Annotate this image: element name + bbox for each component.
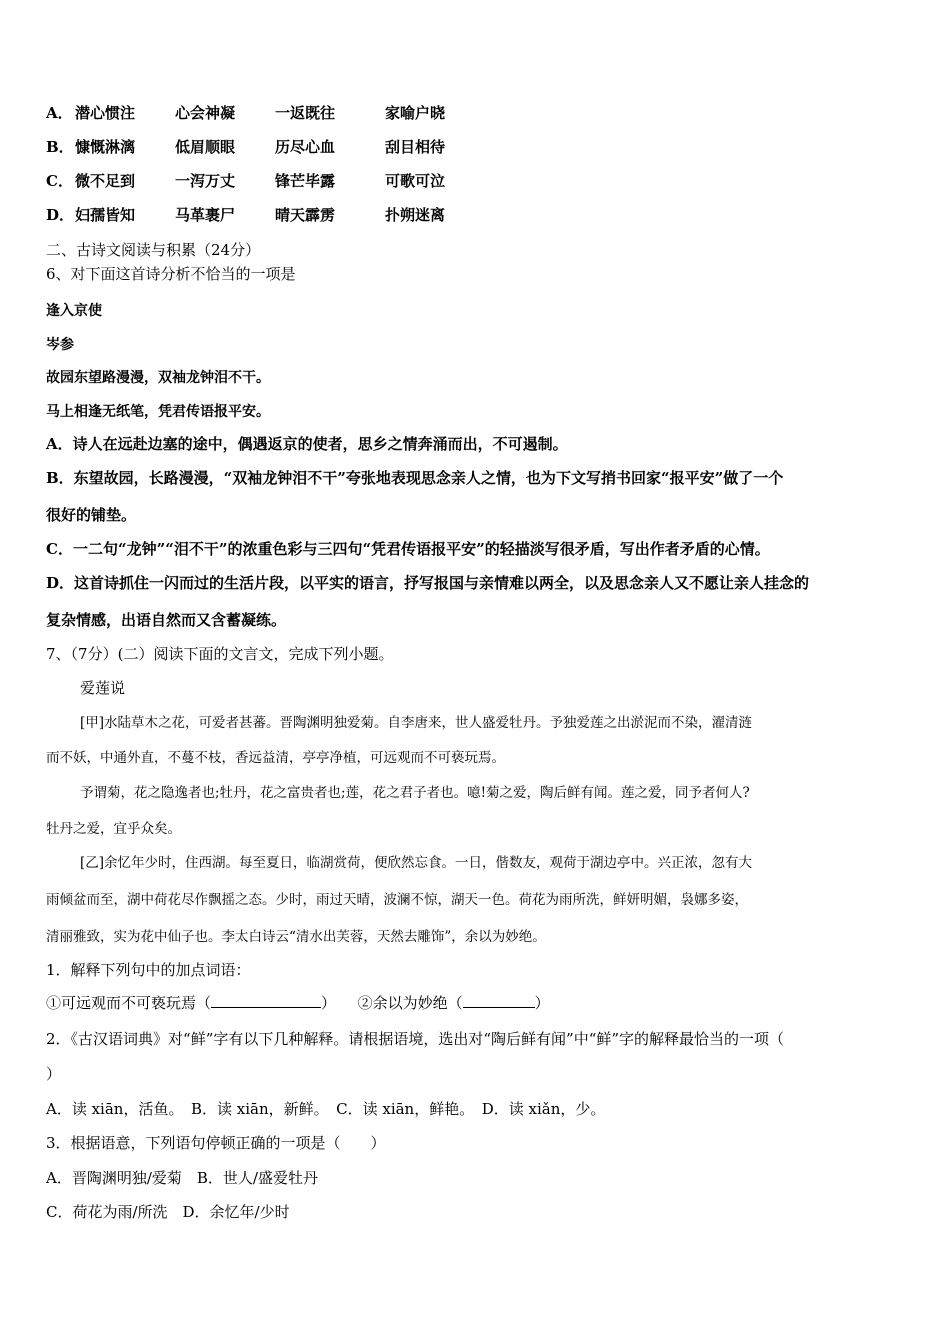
q6-option-b-cont: 很好的铺垫。 [46, 506, 137, 524]
q5-option-a-word: 潜心惯注 [75, 104, 136, 122]
passage-yi-cont: 雨倾盆而至，湖中荷花尽作飘摇之态。少时，雨过天晴，波澜不惊，湖天一色。荷花为雨所洗，鲜妍明媚，袅娜多姿， [46, 892, 748, 908]
q5-option-c-word: 一泻万丈 [175, 172, 236, 190]
text-title: 爱莲说 [80, 679, 126, 697]
q5-option-b-label: B． [46, 138, 74, 156]
q5-option-c-word: 可歌可泣 [385, 172, 446, 190]
q5-option-b-word: 刮目相待 [385, 138, 446, 156]
q5-option-c-label: C． [46, 172, 73, 190]
passage-jia: [甲]水陆草木之花，可爱者甚蕃。晋陶渊明独爱菊。自李唐来，世人盛爱牡丹。予独爱莲之出淤泥而不染，濯清涟 [80, 715, 753, 731]
poem-line: 马上相逢无纸笔，凭君传语报平安。 [46, 404, 270, 420]
answer-blank[interactable] [463, 993, 535, 1008]
sub-question-1-stem: 1．解释下列句中的加点词语： [46, 961, 251, 979]
poem-line: 故园东望路漫漫，双袖龙钟泪不干。 [46, 370, 270, 386]
sub-question-2-stem-cont: ） [46, 1065, 62, 1083]
bracket-close: ） [321, 994, 337, 1012]
q7-stem: 7、（7分）(二）阅读下面的文言文，完成下列小题。 [46, 645, 394, 663]
poem-title: 逢入京使 [46, 303, 102, 319]
passage-yi-cont: 清丽雅致，实为花中仙子也。李太白诗云“清水出芙蓉，天然去雕饰”，余以为妙绝。 [46, 929, 546, 945]
poem-author: 岑参 [46, 337, 74, 353]
sub-question-1-item: ②余以为妙绝（ [357, 994, 463, 1012]
q6-option-d-cont: 复杂情感，出语自然而又含蓄凝练。 [46, 611, 287, 629]
q5-option-d-label: D． [46, 206, 75, 224]
q5-option-a-word: 家喻户晓 [385, 104, 446, 122]
sub-question-1-items [46, 992, 550, 1013]
passage-jia-cont: 予谓菊，花之隐逸者也;牡丹，花之富贵者也;莲，花之君子者也。噫!菊之爱，陶后鲜有闻。莲之爱，同予者何人? [80, 785, 750, 801]
sub-question-2-stem: 2．《古汉语词典》对“鲜”字有以下几种解释。请根据语境，选出对“陶后鲜有闻”中“鲜”字的解释最恰当的一项（ [46, 1030, 785, 1048]
section-heading: 二、古诗文阅读与积累（24分） [46, 241, 261, 259]
q5-option-d-word: 妇孺皆知 [75, 206, 136, 224]
sub-question-2-options: A．读 xiān，活鱼。 B．读 xiān，新鲜。 C．读 xiān，鲜艳。 D．读 xiǎn，少。 [46, 1100, 606, 1118]
passage-yi: [乙]余忆年少时，住西湖。每至夏日，临湖赏荷，便欣然忘食。一日，偕数友，观荷于湖边亭中。兴正浓，忽有大 [80, 855, 753, 871]
q5-option-c-word: 锋芒毕露 [275, 172, 336, 190]
answer-blank[interactable] [211, 993, 321, 1008]
passage-jia-cont: 而不妖，中通外直，不蔓不枝，香远益清，亭亭净植，可远观而不可亵玩焉。 [46, 750, 505, 766]
q5-option-c-word: 微不足到 [75, 172, 136, 190]
q6-option-d: D．这首诗抓住一闪而过的生活片段，以平实的语言，抒写报国与亲情难以两全，以及思念亲人又不愿让亲人挂念的 [46, 574, 810, 592]
q5-option-d-word: 马革裹尸 [175, 206, 236, 224]
q6-stem: 6、对下面这首诗分析不恰当的一项是 [46, 265, 296, 283]
sub-question-1-item: ①可远观而不可亵玩焉（ [46, 994, 212, 1012]
q5-option-d-word: 扑朔迷离 [385, 206, 446, 224]
q5-option-a-label: A． [46, 104, 73, 122]
q5-option-a-word: 一返既往 [275, 104, 336, 122]
bracket-close: ） [534, 994, 550, 1012]
passage-jia-cont: 牡丹之爱，宜乎众矣。 [46, 821, 181, 837]
sub-question-3-stem: 3．根据语意，下列语句停顿正确的一项是（ ） [46, 1134, 386, 1152]
sub-question-3-options: A．晋陶渊明独/爱菊 B．世人/盛爱牡丹 [46, 1169, 318, 1187]
q5-option-d-word: 晴天霹雳 [275, 206, 336, 224]
sub-question-3-options: C．荷花为雨/所洗 D．余忆年/少时 [46, 1203, 290, 1221]
q5-option-b-word: 历尽心血 [275, 138, 336, 156]
q6-option-c: C．一二句“龙钟”“泪不干”的浓重色彩与三四句“凭君传语报平安”的轻描淡写很矛盾，写出作者矛盾的心情。 [46, 540, 770, 558]
q5-option-a-word: 心会神凝 [175, 104, 236, 122]
q5-option-b-word: 慷慨淋漓 [75, 138, 136, 156]
q6-option-a: A．诗人在远赴边塞的途中，偶遇返京的使者，思乡之情奔涌而出，不可遏制。 [46, 435, 568, 453]
q6-option-b: B．东望故园，长路漫漫，“双袖龙钟泪不干”夸张地表现思念亲人之情，也为下文写捎书回家“报平安”做了一个 [46, 469, 784, 487]
q5-option-b-word: 低眉顺眼 [175, 138, 236, 156]
